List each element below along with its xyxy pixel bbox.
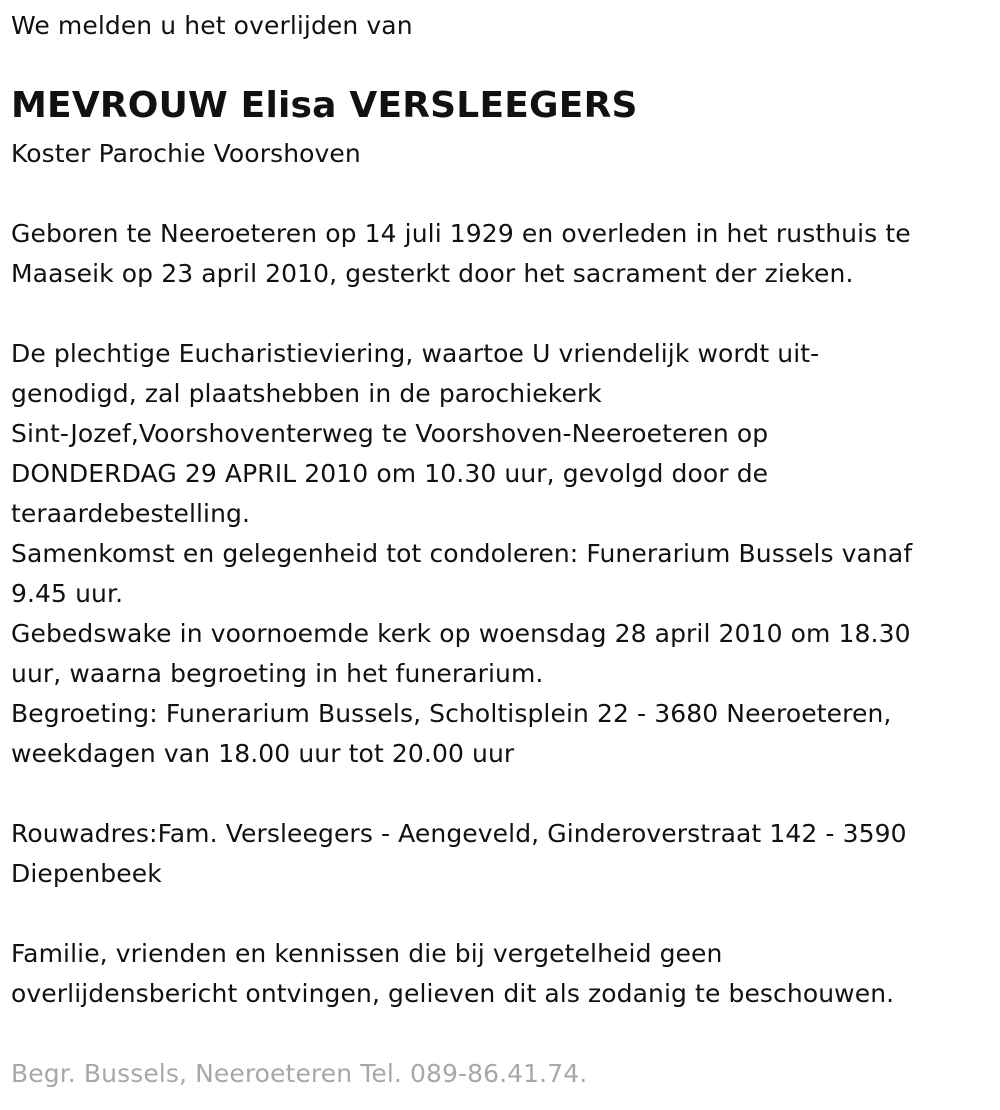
ceremony-paragraph (11, 334, 912, 774)
paragraph-line: Gebedswake in voornoemde kerk op woensdag 28 april 2010 om 18.30 (11, 619, 911, 648)
paragraph-line: weekdagen van 18.00 uur tot 20.00 uur (11, 739, 515, 768)
paragraph-line: uur, waarna begroeting in het funerarium. (11, 659, 544, 688)
paragraph-line: Familie, vrienden en kennissen die bij vergetelheid geen (11, 939, 723, 968)
deceased-role: Koster Parochie Voorshoven (11, 139, 361, 168)
paragraph-line: Begroeting: Funerarium Bussels, Scholtisplein 22 - 3680 Neeroeteren, (11, 699, 892, 728)
deceased-name: MEVROUW Elisa VERSLEEGERS (11, 85, 638, 126)
paragraph-line: De plechtige Eucharistieviering, waartoe U vriendelijk wordt uit- (11, 339, 820, 368)
closing-paragraph (11, 934, 894, 1014)
paragraph-line: Maaseik op 23 april 2010, gesterkt door het sacrament der zieken. (11, 259, 854, 288)
paragraph-line: DONDERDAG 29 APRIL 2010 om 10.30 uur, gevolgd door de (11, 459, 769, 488)
paragraph-line: teraardebestelling. (11, 499, 251, 528)
paragraph-line: genodigd, zal plaatshebben in de parochiekerk (11, 379, 602, 408)
paragraph-line: Geboren te Neeroeteren op 14 juli 1929 en overleden in het rusthuis te (11, 219, 911, 248)
paragraph-line: Diepenbeek (11, 859, 162, 888)
paragraph-line: 9.45 uur. (11, 579, 124, 608)
paragraph-line: Sint-Jozef,Voorshoventerweg te Voorshoven-Neeroeteren op (11, 419, 769, 448)
birth-death-paragraph (11, 214, 911, 294)
paragraph-line: overlijdensbericht ontvingen, gelieven dit als zodanig te beschouwen. (11, 979, 895, 1008)
intro-text: We melden u het overlijden van (11, 11, 413, 40)
paragraph-line: Samenkomst en gelegenheid tot condoleren: Funerarium Bussels vanaf (11, 539, 913, 568)
mourning-address (11, 814, 907, 894)
paragraph-line: Rouwadres:Fam. Versleegers - Aengeveld, Ginderoverstraat 142 - 3590 (11, 819, 907, 848)
funeral-home-footer: Begr. Bussels, Neeroeteren Tel. 089-86.41.74. (11, 1059, 588, 1088)
